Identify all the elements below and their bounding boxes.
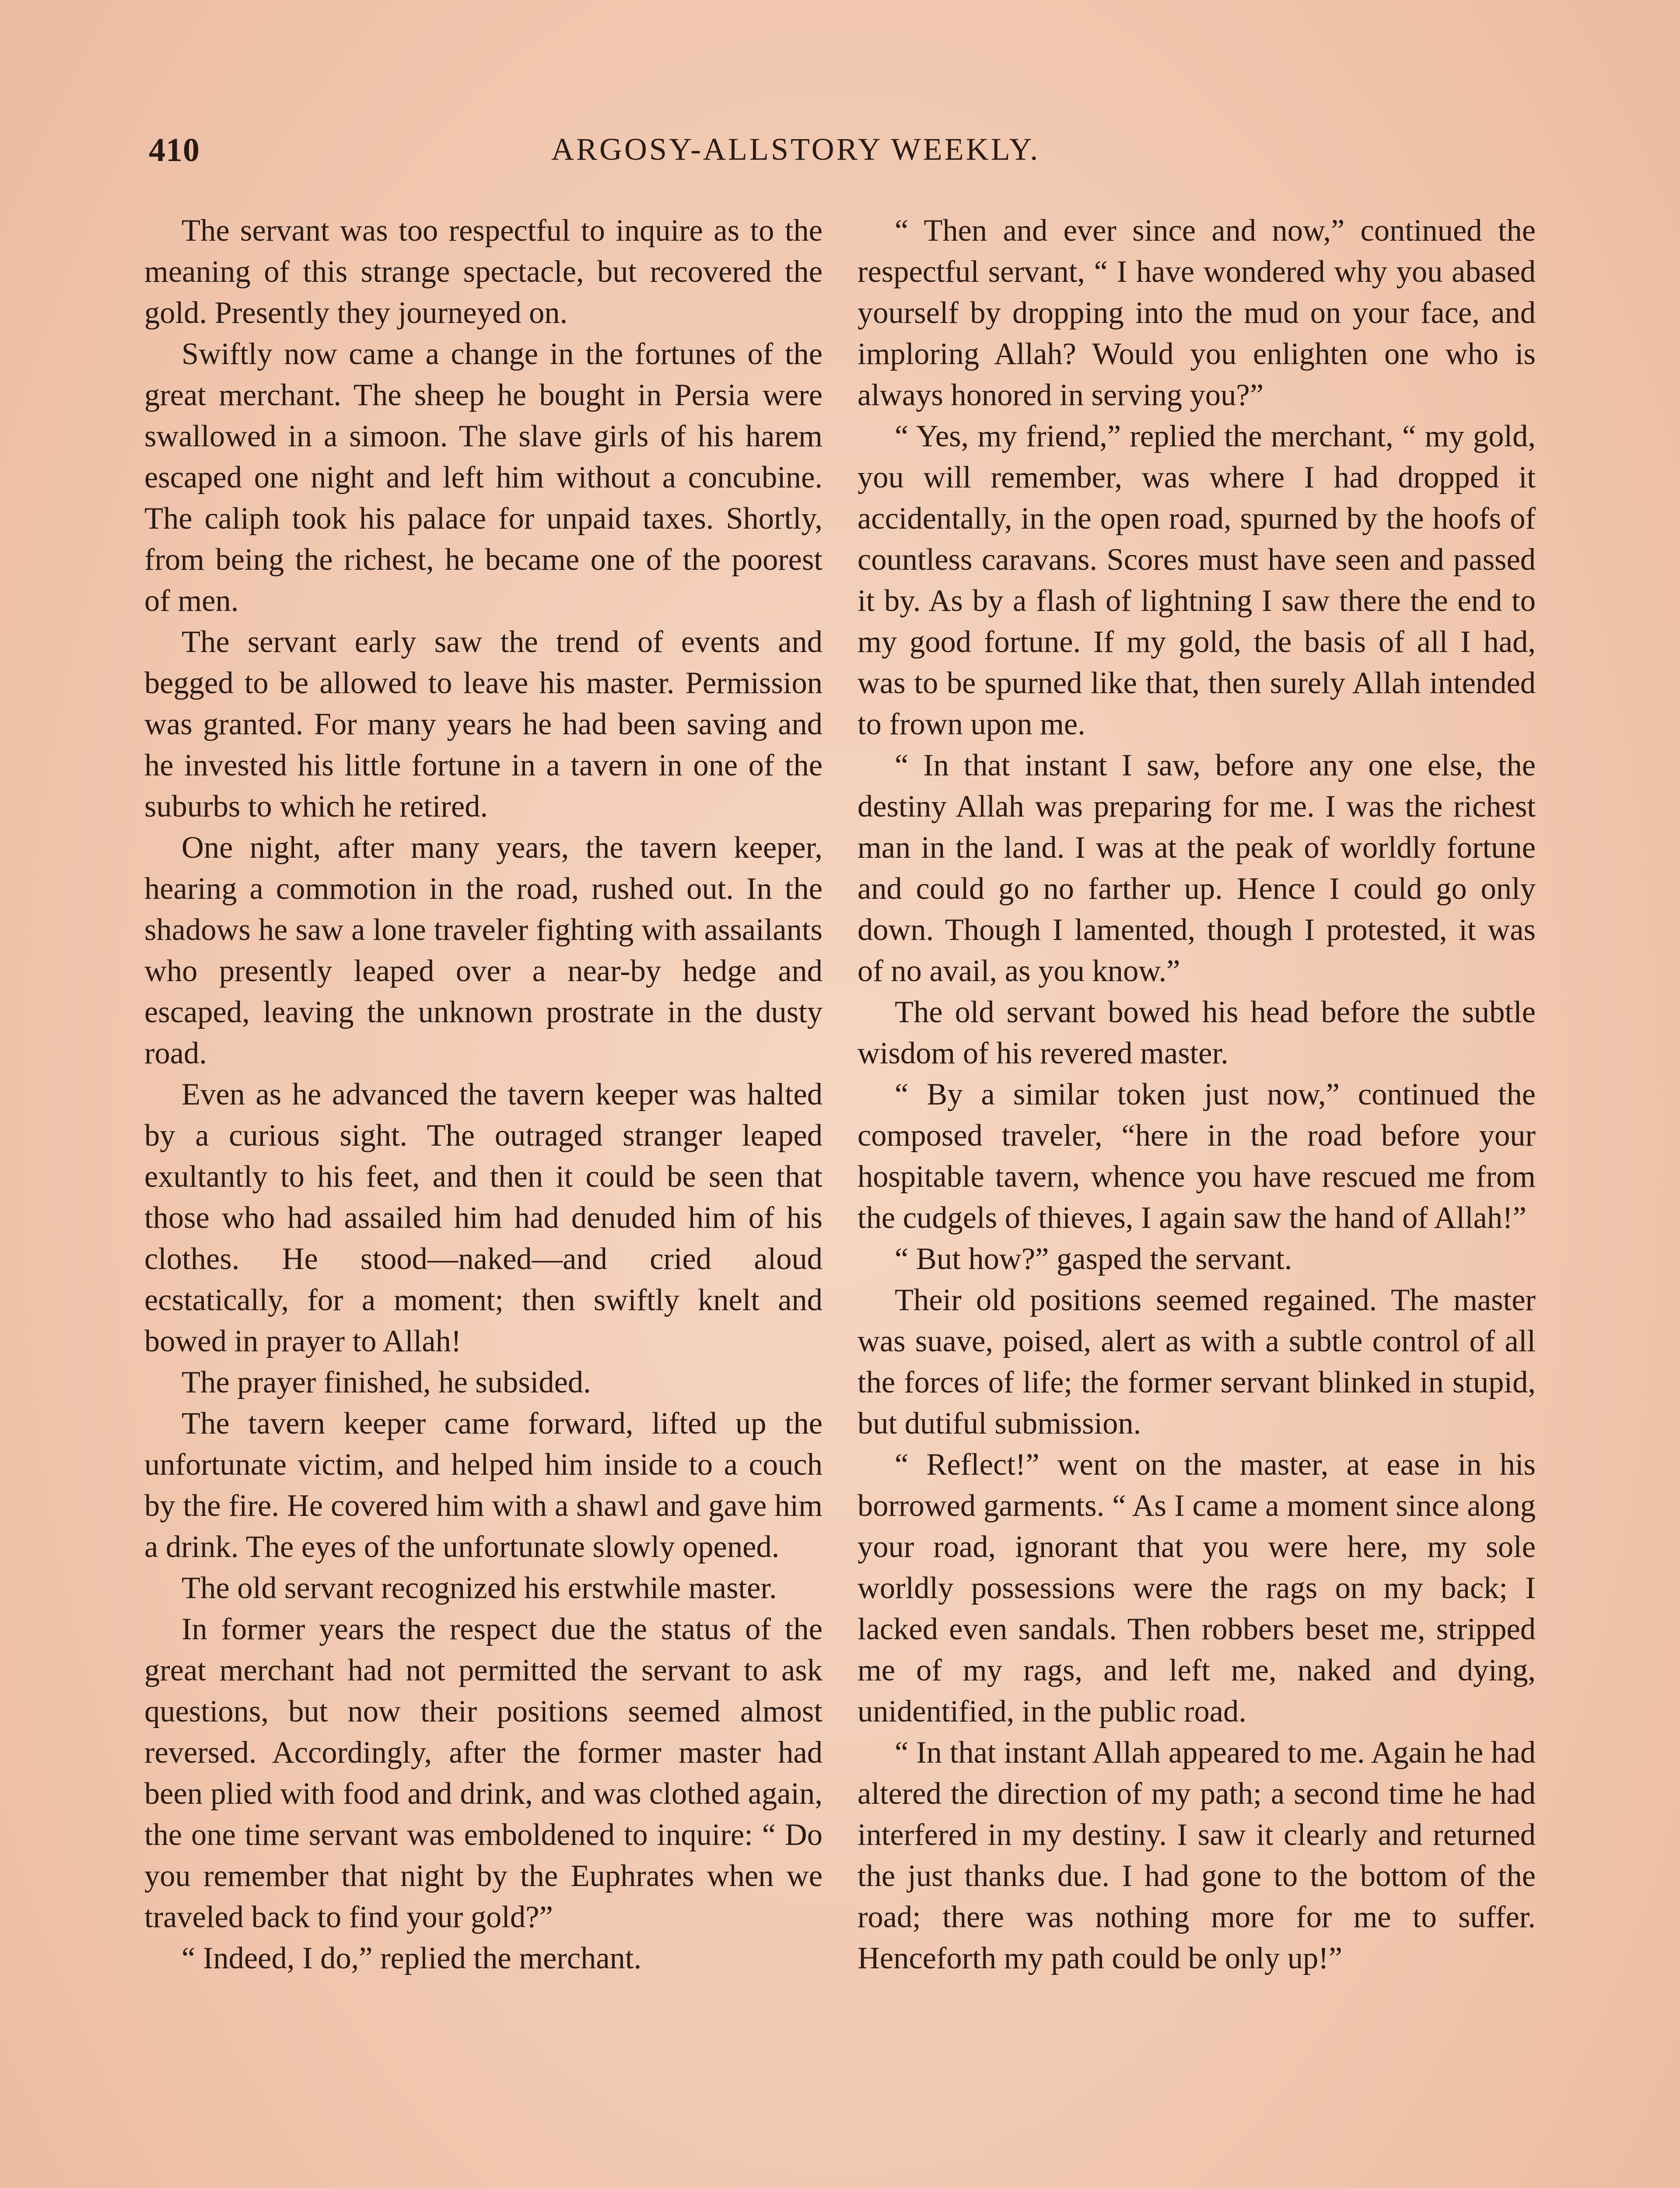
left-column: [144, 210, 822, 1979]
right-column: [858, 210, 1536, 1979]
paragraph: “ Then and ever since and now,” continued the respectful servant, “ I have wondered why you abased yourself by dropping into the mud on your face, and imploring Allah? Would you enlighten one who is always honored in serving you?”: [858, 214, 1536, 412]
paragraph: Their old positions seemed regained. The master was suave, poised, alert as with a subtle control of all the forces of life; the former servant blinked in stupid, but dutiful submission.: [858, 1283, 1536, 1441]
paragraph: “ Yes, my friend,” replied the merchant, “ my gold, you will remember, was where I had dropped it accidentally, in the open road, spurned by the hoofs of countless caravans. Scores must have seen and passed it by. As by a flash of lightning I saw there the end to my good fortune. If my gold, the basis of all I had, was to be spurned like that, then surely Allah intended to frown upon me.: [858, 419, 1536, 741]
paragraph: “ Reflect!” went on the master, at ease in his borrowed garments. “ As I came a moment since along your road, ignorant that you were here, my sole worldly possessions were the rags on my back; I lacked even sandals. Then robbers beset me, stripped me of my rags, and left me, naked and dying, unidentified, in the public road.: [858, 1448, 1536, 1729]
paragraph: The servant was too respectful to inquire as to the meaning of this strange spectacle, but recovered the gold. Presently they journeyed on.: [144, 214, 822, 330]
page-header: [149, 131, 1124, 184]
paragraph: In former years the respect due the status of the great merchant had not permitted the servant to ask questions, but now their positions seemed almost reversed. Accordingly, after the former master had been plied with food and drink, and was clothed again, the one time servant was emboldened to inquire: “ Do you remember that night by the Euphrates when we traveled back to find your gold?”: [144, 1612, 822, 1934]
paragraph: One night, after many years, the tavern keeper, hearing a commotion in the road, rushed out. In the shadows he saw a lone traveler fighting with assailants who presently leaped over a near-by hedge and escaped, leaving the unknown prostrate in the dusty road.: [144, 831, 822, 1070]
running-title: ARGOSY-ALLSTORY WEEKLY.: [551, 132, 1040, 167]
paragraph: The old servant recognized his erstwhile master.: [182, 1571, 777, 1605]
paragraph: “ In that instant I saw, before any one else, the destiny Allah was preparing for me. I was the richest man in the land. I was at the peak of worldly fortune and could go no farther up. Hence I could go only down. Though I lamented, though I protested, it was of no avail, as you know.”: [858, 748, 1536, 988]
paragraph: “ In that instant Allah appeared to me. Again he had altered the direction of my path; a second time he had interfered in my destiny. I saw it clearly and returned the just thanks due. I had gone to the bottom of the road; there was nothing more for me to suffer. Henceforth my path could be only up!”: [858, 1736, 1536, 1975]
page-number: 410: [149, 132, 200, 168]
paragraph: Swiftly now came a change in the fortunes of the great merchant. The sheep he bought in Persia were swallowed in a simoon. The slave girls of his harem escaped one night and left him without a concubine. The caliph took his palace for unpaid taxes. Shortly, from being the richest, he became one of the poorest of men.: [144, 337, 822, 618]
paragraph: Even as he advanced the tavern keeper was halted by a curious sight. The outraged stranger leaped exultantly to his feet, and then it could be seen that those who had assailed him had denuded him of his clothes. He stood—naked—and cried aloud ecstatically, for a moment; then swiftly knelt and bowed in prayer to Allah!: [144, 1077, 822, 1358]
paragraph: “ Indeed, I do,” replied the merchant.: [182, 1941, 642, 1975]
paragraph: The old servant bowed his head before the subtle wisdom of his revered master.: [858, 995, 1536, 1070]
paragraph: “ By a similar token just now,” continued the composed traveler, “here in the road before your hospitable tavern, whence you have rescued me from the cudgels of thieves, I again saw the hand of Allah!”: [858, 1077, 1536, 1235]
paragraph: The tavern keeper came forward, lifted up the unfortunate victim, and helped him inside to a couch by the fire. He covered him with a shawl and gave him a drink. The eyes of the unfortunate slowly opened.: [144, 1406, 822, 1564]
paragraph: The servant early saw the trend of events and begged to be allowed to leave his master. Permission was granted. For many years he had been saving and he invested his little fortune in a tavern in one of the suburbs to which he retired.: [144, 625, 822, 824]
paragraph: “ But how?” gasped the servant.: [895, 1242, 1292, 1276]
paragraph: The prayer finished, he subsided.: [182, 1365, 591, 1399]
